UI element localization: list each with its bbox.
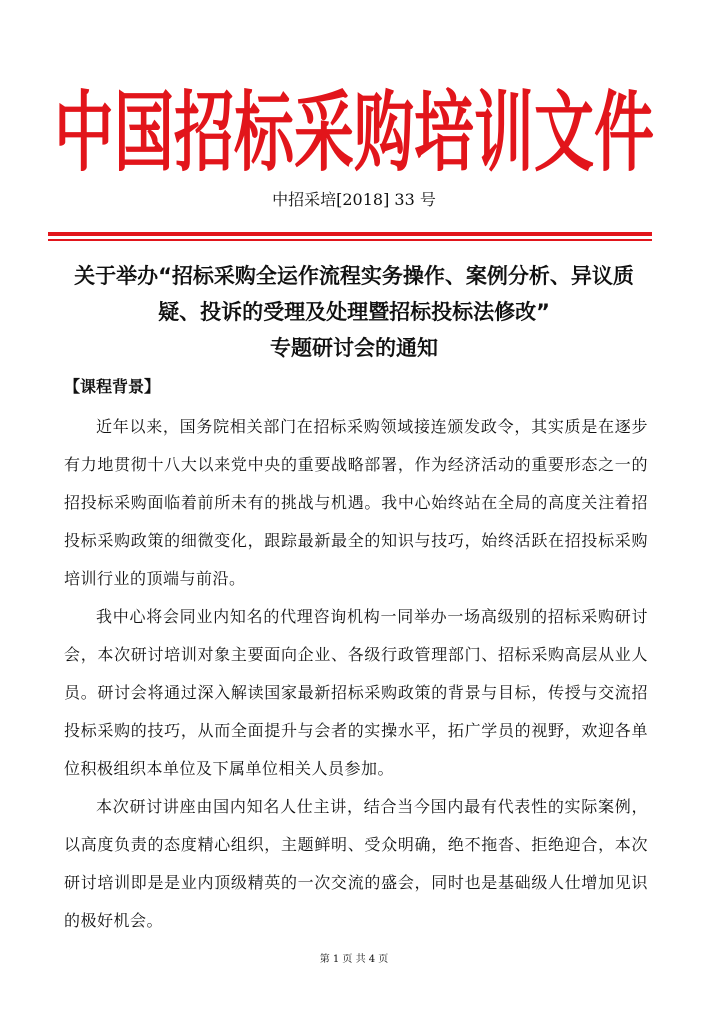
section-heading-background: 【课程背景】 bbox=[64, 377, 161, 396]
body-text bbox=[64, 408, 648, 940]
red-divider-thick bbox=[48, 232, 652, 236]
document-number: 中招采培[2018] 33 号 bbox=[272, 190, 436, 209]
body-paragraph-3: 本次研讨讲座由国内知名人仕主讲，结合当今国内最有代表性的实际案例，以高度负责的态度精心组织，主题鲜明、受众明确，绝不拖沓、拒绝迎合，本次研讨培训即是是业内顶级精英的一次交流的盛会，同时也是基础级人仕增加见识的极好机会。 bbox=[64, 797, 648, 930]
body-paragraph-1: 近年以来，国务院相关部门在招标采购领域接连颁发政令，其实质是在逐步有力地贯彻十八大以来党中央的重要战略部署，作为经济活动的重要形态之一的招投标采购面临着前所未有的挑战与机遇。我中心始终站在全局的高度关注着招投标采购政策的细微变化，跟踪最新最全的知识与技巧，始终活跃在招投标采购培训行业的顶端与前沿。 bbox=[64, 417, 648, 588]
page-footer: 第 1 页 共 4 页 bbox=[319, 954, 389, 965]
notice-title-line-1: 关于举办“招标采购全运作流程实务操作、案例分析、异议质 bbox=[74, 264, 634, 288]
red-divider-thin bbox=[48, 239, 652, 241]
notice-title bbox=[40, 258, 668, 366]
masthead-title: 中国招标采购培训文件 bbox=[54, 82, 654, 185]
notice-title-line-3: 专题研讨会的通知 bbox=[270, 336, 438, 360]
body-paragraph-2: 我中心将会同业内知名的代理咨询机构一同举办一场高级别的招标采购研讨会，本次研讨培训对象主要面向企业、各级行政管理部门、招标采购高层从业人员。研讨会将通过深入解读国家最新招标采购政策的背景与目标，传授与交流招投标采购的技巧，从而全面提升与会者的实操水平，拓广学员的视野，欢迎各单位积极组织本单位及下属单位相关人员参加。 bbox=[64, 607, 648, 778]
notice-title-line-2: 疑、投诉的受理及处理暨招标投标法修改” bbox=[158, 300, 550, 324]
